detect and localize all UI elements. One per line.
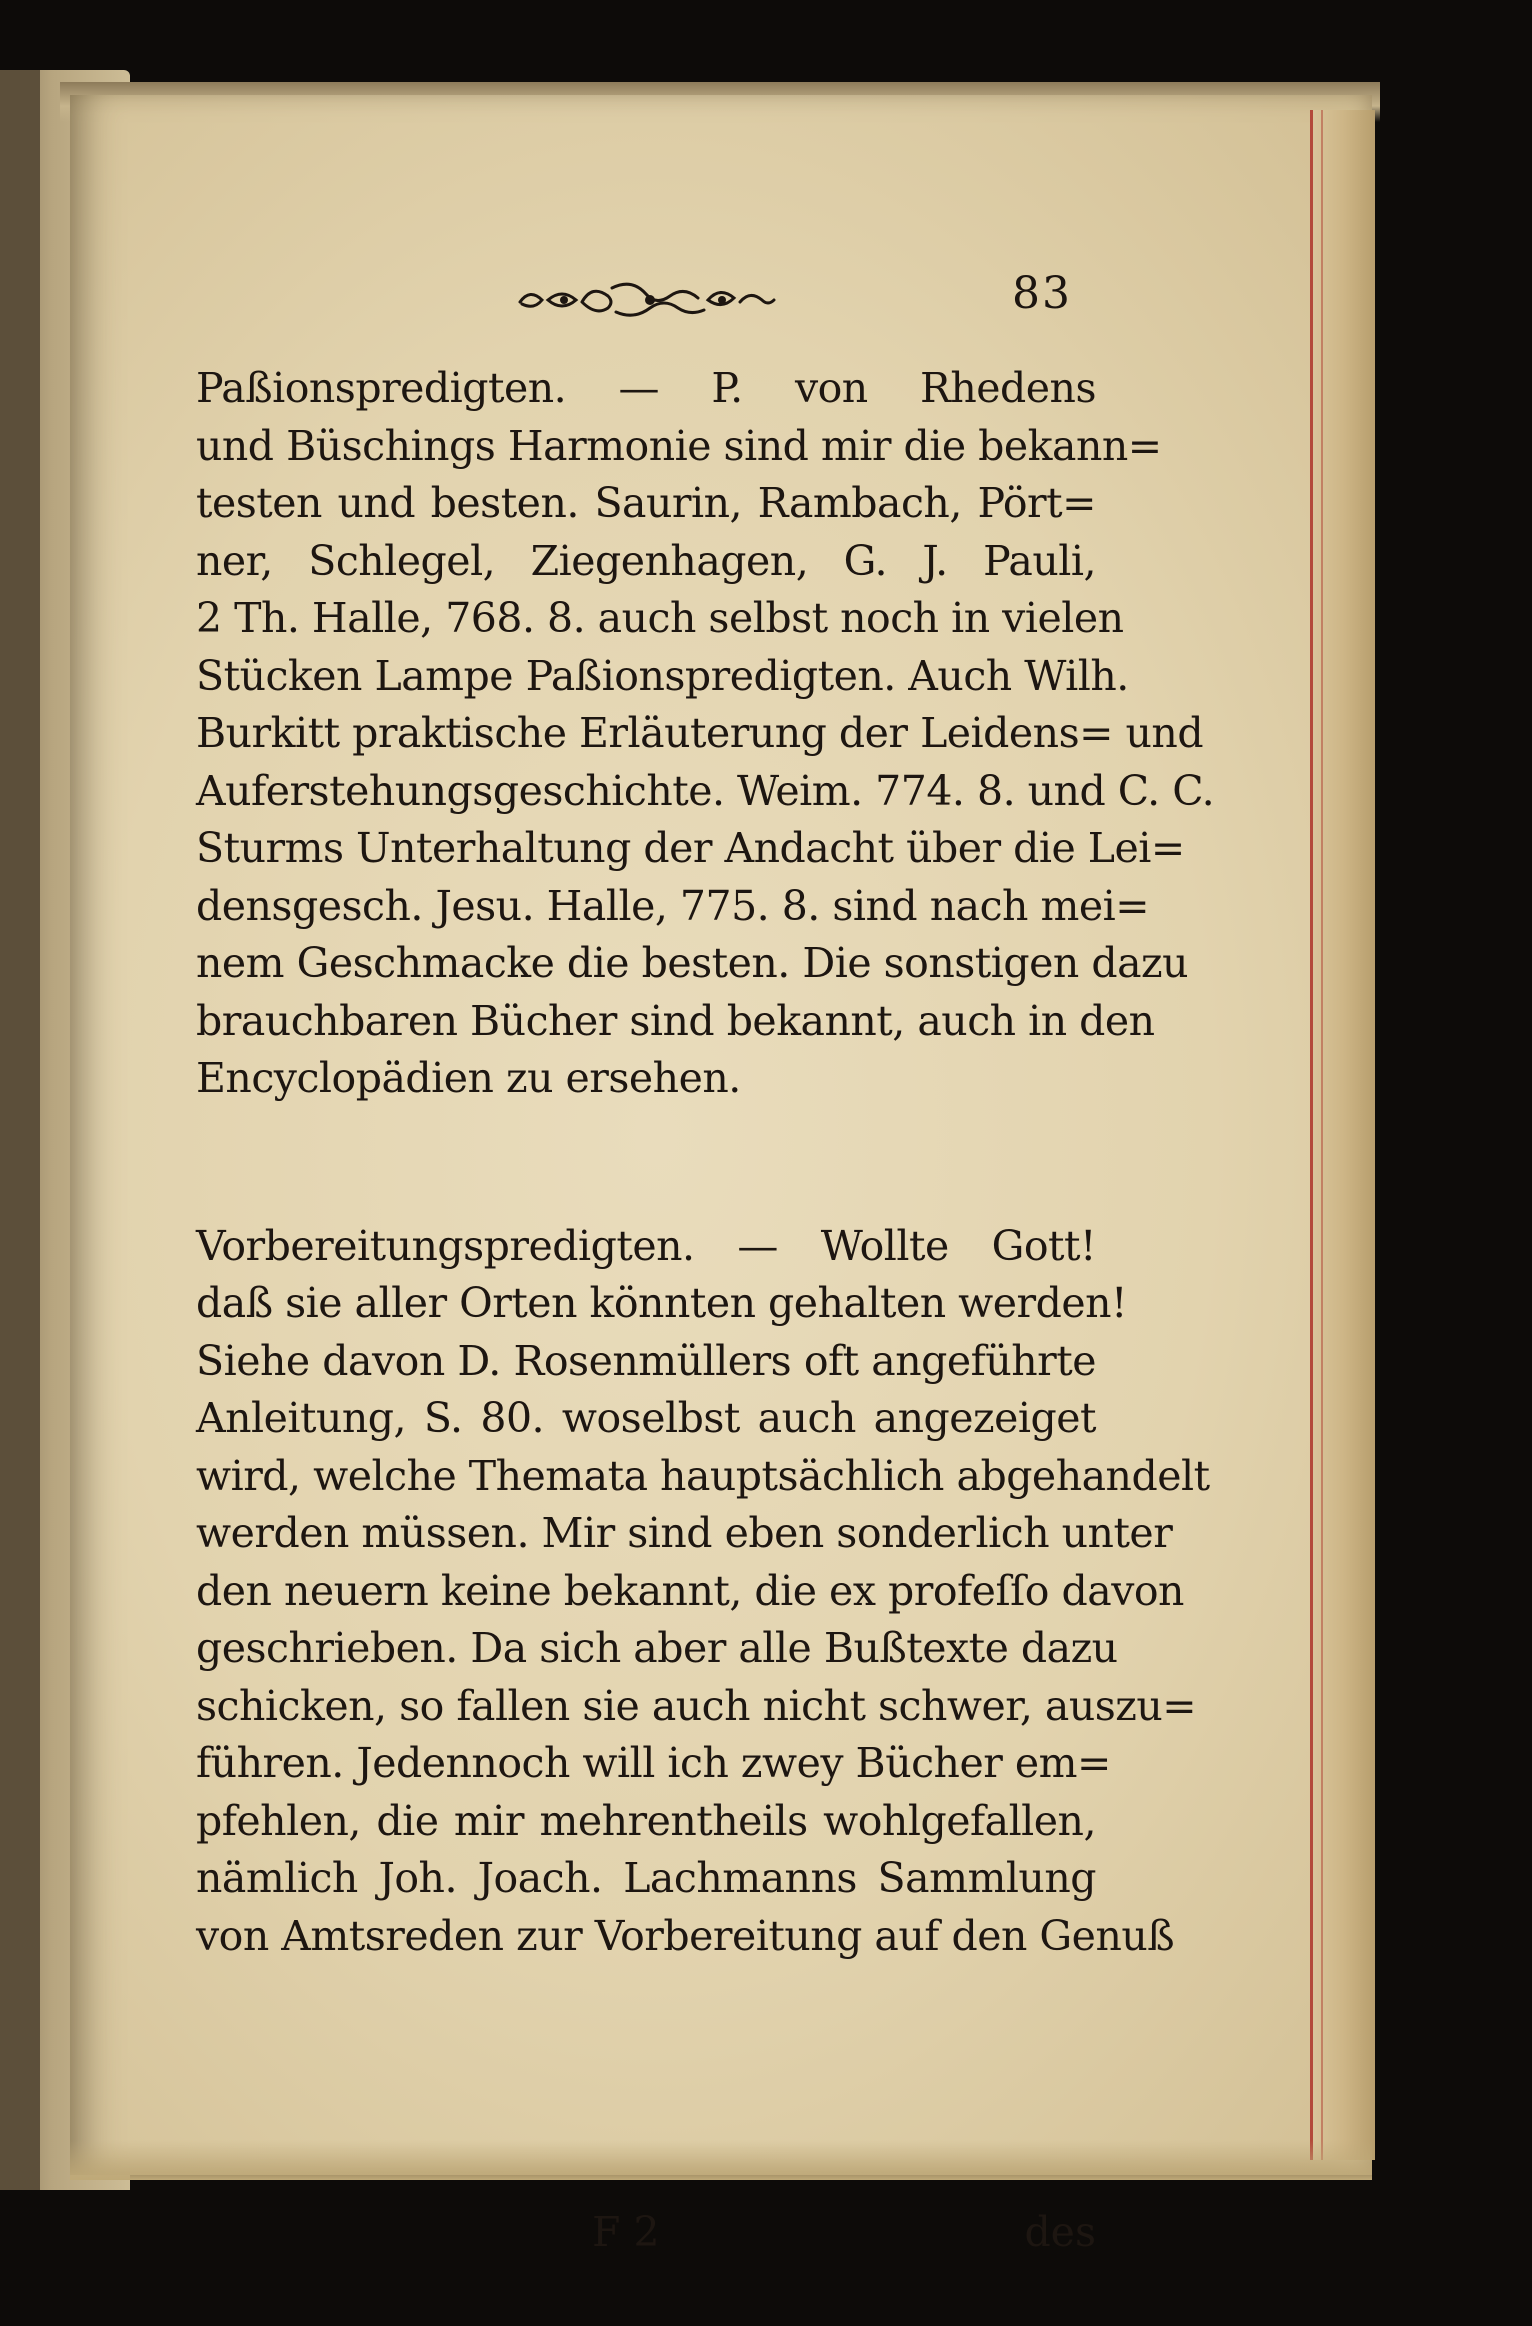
text-line: daß sie aller Orten könnten gehalten werden! [196, 1279, 1128, 1327]
text-line: 2 Th. Halle, 768. 8. auch selbst noch in vielen [196, 594, 1124, 642]
text-line: Encyclopädien zu ersehen. [196, 1054, 741, 1102]
text-line: wird, welche Themata hauptsächlich abgehandelt [196, 1451, 1210, 1500]
text-line: Sturms Unterhaltung der Andacht über die Lei= [196, 824, 1185, 872]
text-line: Anleitung, S. 80. woselbst auch angezeiget [196, 1394, 1096, 1442]
text-line: nämlich Joh. Joach. Lachmanns Sammlung [196, 1854, 1096, 1902]
page-bottom-edge [70, 2140, 1372, 2180]
headpiece-ornament-icon [512, 272, 780, 326]
paragraph [196, 1218, 1210, 1966]
text-line: führen. Jedennoch will ich zwey Bücher em= [196, 1739, 1111, 1787]
text-line: densgesch. Jesu. Halle, 775. 8. sind nach mei= [196, 881, 1150, 930]
paragraph-gap [196, 1108, 1096, 1218]
text-line: pfehlen, die mir mehrentheils wohlgefallen, [196, 1796, 1096, 1845]
text-line: und Büschings Harmonie sind mir die bekann= [196, 421, 1162, 470]
text-line: brauchbaren Bücher sind bekannt, auch in den [196, 996, 1155, 1045]
text-line: Stücken Lampe Paßionspredigten. Auch Wilh. [196, 651, 1129, 700]
body-text [196, 360, 1215, 1965]
text-line: den neuern keine bekannt, die ex profeſſo davon [196, 1566, 1184, 1615]
text-line: ner, Schlegel, Ziegenhagen, G. J. Pauli, [196, 536, 1096, 585]
text-line: Vorbereitungspredigten. — Wollte Gott! [196, 1221, 1096, 1270]
text-line: geschrieben. Da sich aber alle Bußtexte dazu [196, 1624, 1118, 1672]
text-line: Siehe davon D. Rosenmüllers oft angeführte [196, 1336, 1096, 1385]
text-line: schicken, so fallen sie auch nicht schwer, auszu= [196, 1681, 1197, 1730]
signature-mark: F 2 [592, 2208, 660, 2256]
text-line: werden müssen. Mir sind eben sonderlich unter [196, 1509, 1173, 1557]
text-line: Paßionspredigten. — P. von Rhedens [196, 364, 1096, 412]
text-line: Auferstehungsgeschichte. Weim. 774. 8. und C. C. [196, 766, 1215, 815]
book-spine-shadow [0, 70, 40, 2190]
text-line: nem Geschmacke die besten. Die sonstigen dazu [196, 939, 1189, 987]
catchword: des [1024, 2208, 1096, 2256]
page-number: 83 [1012, 268, 1072, 319]
paragraph [196, 360, 1215, 1108]
text-line: Burkitt praktische Erläuterung der Leidens= und [196, 709, 1204, 757]
text-line: von Amtsreden zur Vorbereitung auf den Genuß [196, 1911, 1175, 1960]
page-fore-edge [1310, 110, 1375, 2160]
text-line: testen und besten. Saurin, Rambach, Pört= [196, 479, 1096, 527]
page-footer [196, 2208, 1096, 2266]
